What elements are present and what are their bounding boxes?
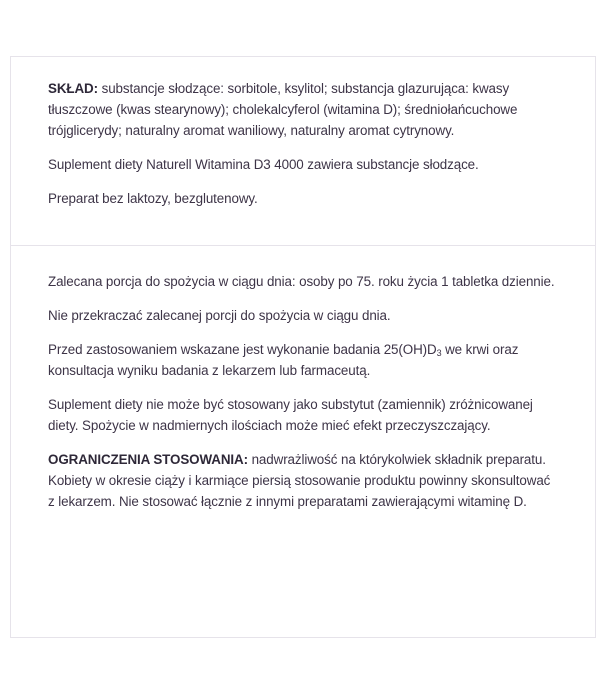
sweetener-note: Suplement diety Naturell Witamina D3 4000 zawiera substancje słodzące. [48, 157, 479, 172]
restrictions-label: OGRANICZENIA STOSOWANIA: [48, 452, 248, 467]
composition-text: substancje słodzące: sorbitole, ksylitol; substancja glazurująca: kwasy tłuszczowe (kwas stearynowy); cholekalcyferol (witamina D); średniołańcuchowe trójglicerydy; naturalny aromat waniliowy, naturalny aromat cytrynowy. [48, 81, 518, 138]
test-note [48, 339, 559, 381]
test-note-after: we krwi oraz konsultacja wyniku badania z lekarzem lub farmaceutą. [48, 342, 519, 378]
recommended-portion: Zalecana porcja do spożycia w ciągu dnia: osoby po 75. roku życia 1 tabletka dziennie. [48, 274, 555, 289]
test-note-before: Przed zastosowaniem wskazane jest wykonanie badania 25(OH)D [48, 342, 437, 357]
product-info-card [10, 56, 596, 638]
usage-section [11, 246, 595, 637]
restrictions-text: nadwrażliwość na którykolwiek składnik preparatu. Kobiety w okresie ciąży i karmiące piersią stosowanie produktu powinny skonsultować z lekarzem. Nie stosować łącznie z innymi preparatami zawierającymi witaminę D. [48, 452, 551, 509]
composition-paragraph [48, 78, 559, 141]
composition-label: SKŁAD: [48, 81, 98, 96]
substitute-note: Suplement diety nie może być stosowany jako substytut (zamiennik) zróżnicowanej diety. Spożycie w nadmiernych ilościach może mieć efekt przeczyszczający. [48, 397, 533, 433]
composition-section [11, 57, 595, 246]
lactose-note: Preparat bez laktozy, bezglutenowy. [48, 191, 258, 206]
restrictions-paragraph [48, 449, 559, 512]
do-not-exceed-note: Nie przekraczać zalecanej porcji do spożycia w ciągu dnia. [48, 308, 391, 323]
test-note-subscript: 3 [436, 348, 442, 358]
